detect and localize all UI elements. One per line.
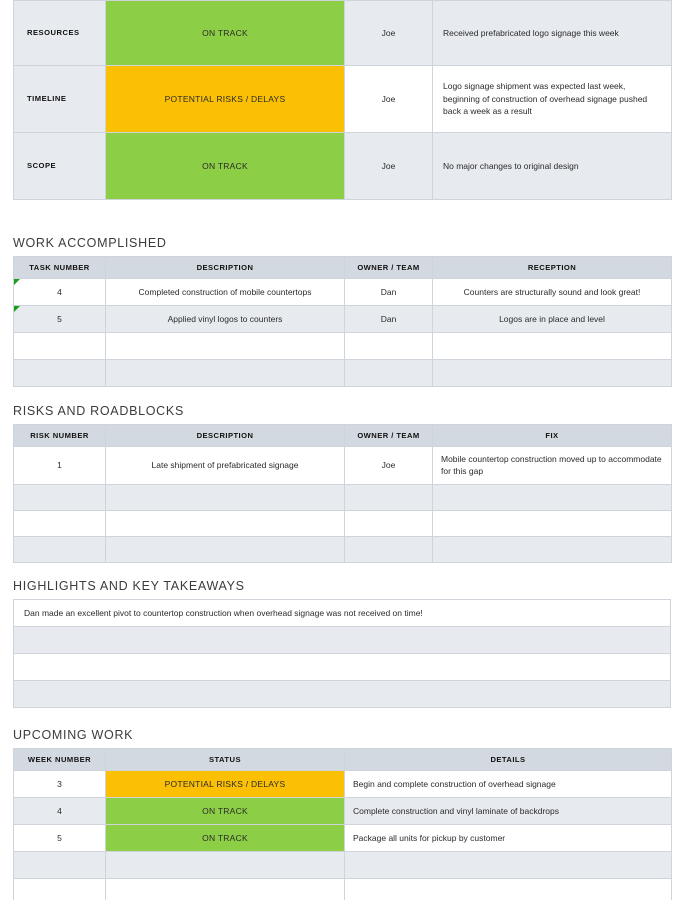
cell-details: Package all units for pickup by customer <box>345 825 672 852</box>
status-chip[interactable]: ON TRACK <box>106 1 345 66</box>
work-accomplished-table <box>13 256 672 387</box>
cell-owner[interactable] <box>345 536 433 562</box>
cell-owner: Dan <box>345 279 433 306</box>
status-row <box>14 1 672 66</box>
status-category: RESOURCES <box>14 1 106 66</box>
table-row <box>14 654 671 681</box>
column-header-details: DETAILS <box>345 749 672 771</box>
cell-fix: Mobile countertop construction moved up to accommodate for this gap <box>433 447 672 485</box>
cell-week-number[interactable] <box>14 852 106 879</box>
table-row <box>14 360 672 387</box>
table-row <box>14 306 672 333</box>
cell-owner[interactable] <box>345 510 433 536</box>
cell-details[interactable] <box>345 879 672 900</box>
column-header-owner-team: OWNER / TEAM <box>345 257 433 279</box>
column-header-week-number: WEEK NUMBER <box>14 749 106 771</box>
upcoming-work-section <box>0 728 690 900</box>
column-header-status: STATUS <box>106 749 345 771</box>
cell-reception[interactable] <box>433 360 672 387</box>
cell-owner: Joe <box>345 447 433 485</box>
cell-owner[interactable] <box>345 333 433 360</box>
cell-risk-number[interactable]: 1 <box>14 447 106 485</box>
cell-task-number[interactable] <box>14 360 106 387</box>
column-header-owner-team: OWNER / TEAM <box>345 425 433 447</box>
table-header-row <box>14 749 672 771</box>
status-category: TIMELINE <box>14 66 106 133</box>
cell-week-number[interactable]: 5 <box>14 825 106 852</box>
cell-details: Complete construction and vinyl laminate of backdrops <box>345 798 672 825</box>
status-row <box>14 133 672 200</box>
cell-owner[interactable] <box>345 360 433 387</box>
status-chip[interactable]: ON TRACK <box>106 825 345 852</box>
cell-task-number[interactable] <box>14 333 106 360</box>
table-row <box>14 627 671 654</box>
table-row <box>14 852 672 879</box>
cell-risk-number[interactable] <box>14 536 106 562</box>
cell-description[interactable] <box>106 510 345 536</box>
table-row <box>14 279 672 306</box>
status-notes: Logo signage shipment was expected last week, beginning of construction of overhead signage pushed back a week as a result <box>433 66 672 133</box>
cell-description[interactable] <box>106 360 345 387</box>
status-chip[interactable]: POTENTIAL RISKS / DELAYS <box>106 66 345 133</box>
table-row <box>14 771 672 798</box>
section-title-risks-and-roadblocks: RISKS AND ROADBLOCKS <box>13 404 184 418</box>
status-row <box>14 66 672 133</box>
status-owner: Joe <box>345 1 433 66</box>
table-row <box>14 510 672 536</box>
table-row <box>14 825 672 852</box>
project-status-table-viewport <box>0 0 690 222</box>
cell-fix[interactable] <box>433 510 672 536</box>
table-row <box>14 447 672 485</box>
highlights-table <box>13 599 671 708</box>
cell-week-number[interactable]: 4 <box>14 798 106 825</box>
section-title-upcoming-work: UPCOMING WORK <box>13 728 134 742</box>
project-status-table <box>13 0 672 200</box>
column-header-task-number: TASK NUMBER <box>14 257 106 279</box>
table-row <box>14 879 672 900</box>
column-header-fix: FIX <box>433 425 672 447</box>
cell-highlight[interactable] <box>14 627 671 654</box>
cell-week-number[interactable]: 3 <box>14 771 106 798</box>
cell-reception[interactable] <box>433 333 672 360</box>
cell-status[interactable] <box>106 852 345 879</box>
table-row <box>14 536 672 562</box>
table-row <box>14 798 672 825</box>
risks-and-roadblocks-table <box>13 424 672 563</box>
table-header-row <box>14 257 672 279</box>
cell-details[interactable] <box>345 852 672 879</box>
status-chip[interactable]: POTENTIAL RISKS / DELAYS <box>106 771 345 798</box>
status-owner: Joe <box>345 133 433 200</box>
cell-week-number[interactable] <box>14 879 106 900</box>
upcoming-work-table <box>13 748 672 900</box>
table-row <box>14 681 671 708</box>
status-owner: Joe <box>345 66 433 133</box>
column-header-description: DESCRIPTION <box>106 257 345 279</box>
cell-reception: Logos are in place and level <box>433 306 672 333</box>
cell-description[interactable] <box>106 536 345 562</box>
table-row <box>14 333 672 360</box>
table-header-row <box>14 425 672 447</box>
status-category: SCOPE <box>14 133 106 200</box>
highlights-section <box>0 579 690 708</box>
table-row <box>14 600 671 627</box>
cell-risk-number[interactable] <box>14 484 106 510</box>
cell-description[interactable] <box>106 333 345 360</box>
column-header-description: DESCRIPTION <box>106 425 345 447</box>
cell-highlight[interactable]: Dan made an excellent pivot to countertop construction when overhead signage was not received on time! <box>14 600 671 627</box>
cell-fix[interactable] <box>433 536 672 562</box>
cell-details: Begin and complete construction of overhead signage <box>345 771 672 798</box>
table-row <box>14 484 672 510</box>
status-notes: Received prefabricated logo signage this week <box>433 1 672 66</box>
cell-task-number[interactable] <box>14 279 106 306</box>
cell-highlight[interactable] <box>14 654 671 681</box>
column-header-risk-number: RISK NUMBER <box>14 425 106 447</box>
cell-description: Applied vinyl logos to counters <box>106 306 345 333</box>
cell-value: 5 <box>57 313 62 324</box>
comment-marker-icon <box>14 279 20 285</box>
status-chip[interactable]: ON TRACK <box>106 133 345 200</box>
cell-description: Completed construction of mobile countertops <box>106 279 345 306</box>
status-notes: No major changes to original design <box>433 133 672 200</box>
cell-highlight[interactable] <box>14 681 671 708</box>
work-accomplished-section <box>0 236 690 387</box>
section-title-work-accomplished: WORK ACCOMPLISHED <box>13 236 167 250</box>
cell-owner: Dan <box>345 306 433 333</box>
cell-task-number[interactable] <box>14 306 106 333</box>
risks-and-roadblocks-section <box>0 404 690 563</box>
cell-status[interactable] <box>106 879 345 900</box>
cell-owner[interactable] <box>345 484 433 510</box>
cell-value: 4 <box>57 286 62 297</box>
status-chip[interactable]: ON TRACK <box>106 798 345 825</box>
cell-description[interactable] <box>106 484 345 510</box>
cell-description: Late shipment of prefabricated signage <box>106 447 345 485</box>
section-title-highlights: HIGHLIGHTS AND KEY TAKEAWAYS <box>13 579 245 593</box>
cell-fix[interactable] <box>433 484 672 510</box>
cell-reception: Counters are structurally sound and look great! <box>433 279 672 306</box>
comment-marker-icon <box>14 306 20 312</box>
cell-risk-number[interactable] <box>14 510 106 536</box>
column-header-reception: RECEPTION <box>433 257 672 279</box>
